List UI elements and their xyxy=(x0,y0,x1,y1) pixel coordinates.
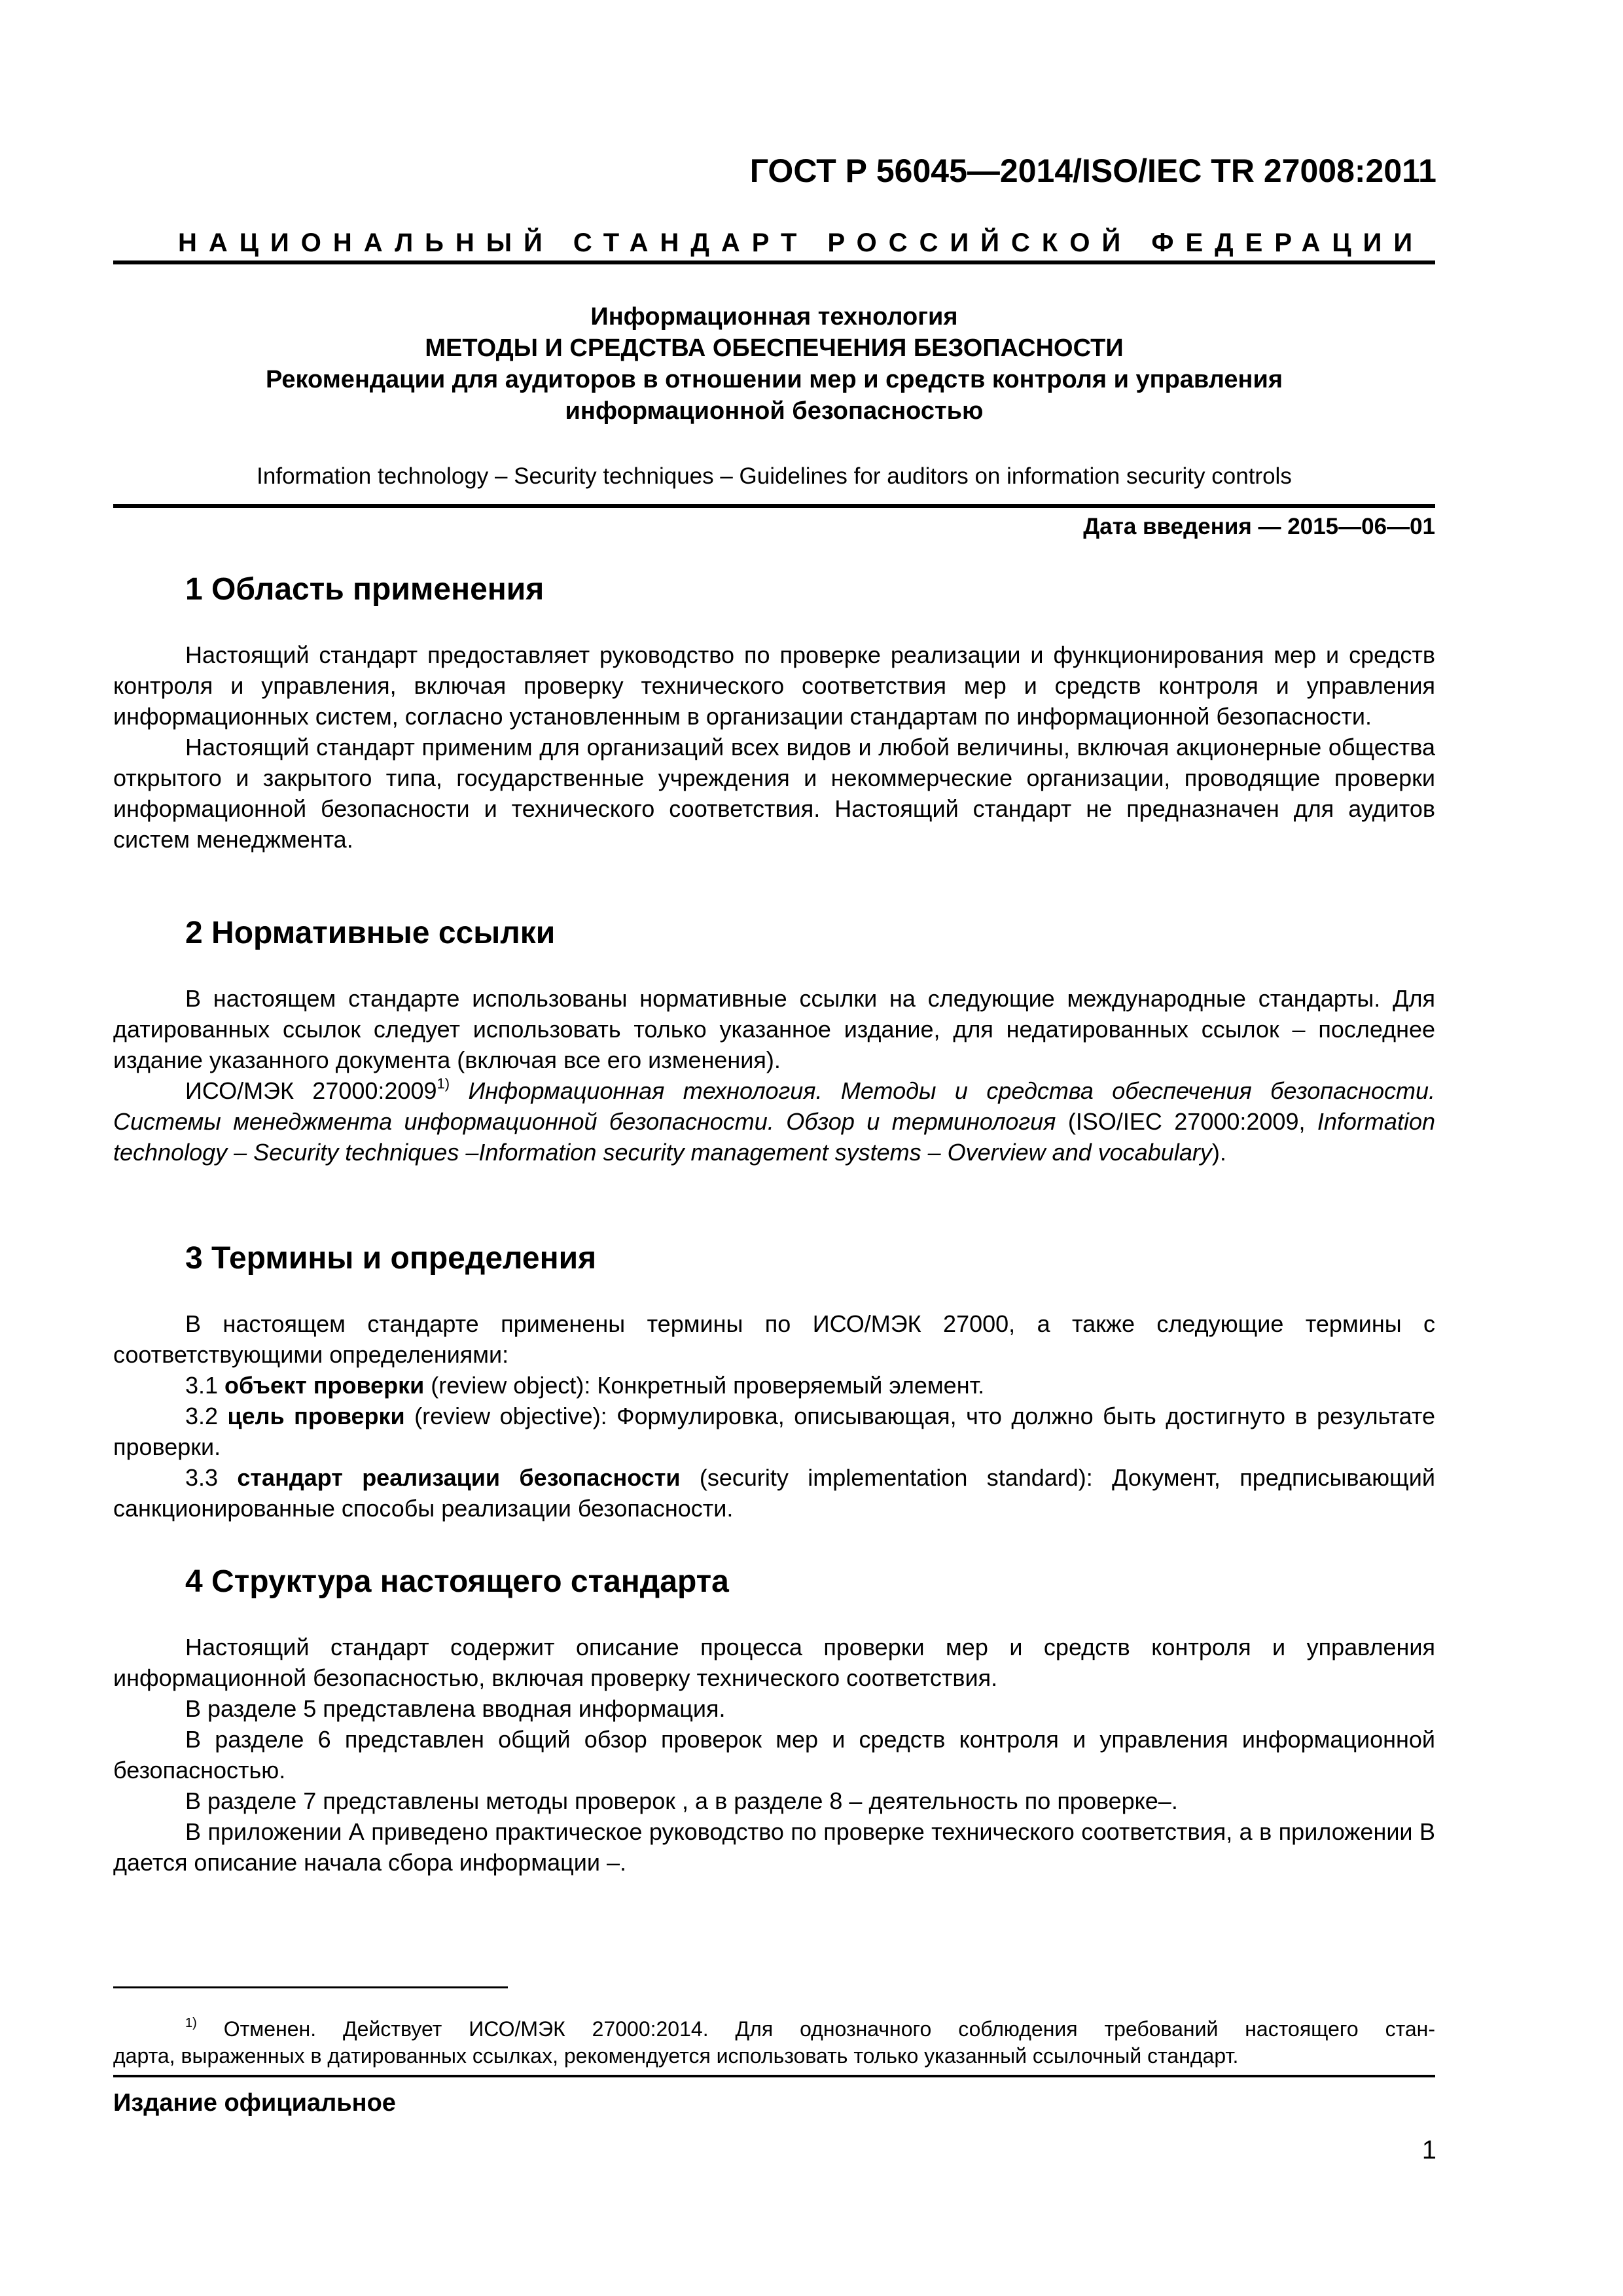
term: цель проверки xyxy=(227,1403,405,1429)
reference-title-ru: Информационная технология. Методы и средства обеспечения безопасности. Системы менеджмента информационной безопасности. Обзор и терминология xyxy=(113,1077,1435,1135)
header-divider xyxy=(113,260,1435,264)
paragraph: Настоящий стандарт предоставляет руководство по проверке реализации и функционирования мер и средств контроля и управления, включая проверку технического соответствия мер и средств контроля и управления информационных систем, согласно установленным в организации стандартам по информационной безопасности. xyxy=(113,641,1435,730)
section-scope xyxy=(113,570,1435,855)
section-normative-references xyxy=(113,914,1435,1168)
term-definition xyxy=(113,1401,1435,1462)
paragraph: В настоящем стандарте использованы нормативные ссылки на следующие международные стандарты. Для датированных ссылок следует использовать только указанное издание, для недатированных ссылок – последнее издание указанного документа (включая все его изменения). xyxy=(113,985,1435,1073)
paragraph: В разделе 6 представлен общий обзор проверок мер и средств контроля и управления информационной безопасностью. xyxy=(113,1726,1435,1784)
section-heading: 1 Область применения xyxy=(185,572,544,607)
term-definition xyxy=(113,1462,1435,1524)
term-number: 3.1 xyxy=(185,1372,225,1399)
reference-title-en: Information technology – Security techniques –Information security management systems – Overview and vocabulary xyxy=(113,1108,1435,1166)
title-divider xyxy=(113,504,1435,508)
term-definition-text: (review objective): Формулировка, описывающая, что должно быть достигнуто в результате проверки. xyxy=(113,1403,1435,1460)
reference-code: ИСО/МЭК 27000:2009 xyxy=(185,1077,437,1104)
paragraph: В разделе 5 представлена вводная информация. xyxy=(185,1695,726,1722)
normative-reference xyxy=(113,1075,1435,1168)
official-edition-label: Издание официальное xyxy=(113,2089,396,2117)
term-definition-text: (security implementation standard): Документ, предписывающий санкционированные способы реализации безопасности. xyxy=(113,1464,1436,1522)
term: стандарт реализации безопасности xyxy=(237,1464,681,1491)
english-title: Information technology – Security techniques – Guidelines for auditors on information security controls xyxy=(257,463,1292,489)
document-code: ГОСТ Р 56045—2014/ISO/IEC TR 27008:2011 xyxy=(749,152,1436,189)
title-line-4: информационной безопасностью xyxy=(565,397,984,425)
term: объект проверки xyxy=(224,1372,425,1399)
reference-paren-close: ). xyxy=(1211,1139,1226,1166)
title-line-1: Информационная технология xyxy=(590,303,958,331)
section-heading: 2 Нормативные ссылки xyxy=(185,916,556,950)
term-number: 3.2 xyxy=(185,1403,228,1429)
term-definition xyxy=(113,1370,1435,1401)
paragraph: Настоящий стандарт применим для организаций всех видов и любой величины, включая акционерные общества открытого и закрытого типа, государственные учреждения и некоммерческие организации, проводящие проверки информационной безопасности и технического соответствия. Настоящий стандарт не предназначен для аудитов систем менеджмента. xyxy=(113,734,1435,853)
title-line-3: Рекомендации для аудиторов в отношении мер и средств контроля и управления xyxy=(265,366,1283,393)
footnote-marker: 1) xyxy=(437,1075,450,1092)
term-definition-text: (review object): Конкретный проверяемый элемент. xyxy=(424,1372,985,1399)
section-heading: 4 Структура настоящего стандарта xyxy=(185,1564,729,1599)
introduction-date: Дата введения — 2015—06—01 xyxy=(1083,514,1435,539)
paragraph: В разделе 7 представлены методы проверок , а в разделе 8 – деятельность по проверке–. xyxy=(185,1787,1178,1814)
title-block xyxy=(113,301,1435,491)
footnote-line-1 xyxy=(113,2016,1435,2043)
footnote xyxy=(113,2016,1435,2070)
footer-divider xyxy=(113,2075,1435,2077)
paragraph: Настоящий стандарт содержит описание процесса проверки мер и средств контроля и управления информационной безопасностью, включая проверку технического соответствия. xyxy=(113,1634,1435,1691)
reference-paren-open: (ISO/IEC 27000:2009, xyxy=(1067,1108,1317,1135)
footnote-text: Отменен. Действует ИСО/МЭК 27000:2014. Для однозначного соблюдения требований настоящего стан- xyxy=(223,2017,1436,2041)
footnote-marker: 1) xyxy=(185,2016,197,2030)
section-terms xyxy=(113,1239,1435,1524)
paragraph: В настоящем стандарте применены термины по ИСО/МЭК 27000, а также следующие термины с соответствующими определениями: xyxy=(113,1310,1435,1368)
footnote-line-2: дарта, выраженных в датированных ссылках, рекомендуется использовать только указанный ссылочный стандарт. xyxy=(113,2044,1239,2068)
term-number: 3.3 xyxy=(185,1464,238,1491)
paragraph: В приложении А приведено практическое руководство по проверке технического соответствия, а в приложении В дается описание начала сбора информации –. xyxy=(113,1818,1435,1876)
section-structure xyxy=(113,1562,1435,1878)
national-standard-banner: НАЦИОНАЛЬНЫЙ СТАНДАРТ РОССИЙСКОЙ ФЕДЕРАЦИИ xyxy=(178,228,1425,257)
section-heading: 3 Термины и определения xyxy=(185,1241,597,1276)
title-line-2: МЕТОДЫ И СРЕДСТВА ОБЕСПЕЧЕНИЯ БЕЗОПАСНОСТИ xyxy=(425,334,1124,362)
footnote-divider xyxy=(113,1986,508,1988)
page-number: 1 xyxy=(1421,2136,1436,2164)
